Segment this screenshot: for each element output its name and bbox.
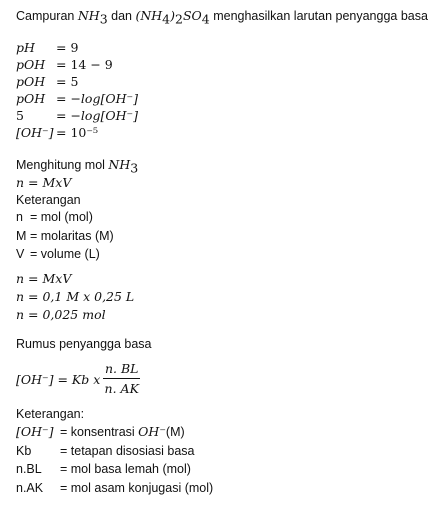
mol-heading-nh: NH bbox=[108, 157, 131, 172]
ket2-desc: = konsentrasi bbox=[60, 425, 139, 439]
ket2-row bbox=[16, 480, 214, 496]
mol-formula: n = MxV bbox=[16, 175, 72, 190]
calc-lhs: pOH bbox=[16, 74, 46, 89]
ket2-row bbox=[16, 461, 191, 477]
intro-so-sub2: 4 bbox=[201, 11, 210, 27]
calc-row bbox=[16, 125, 98, 141]
mol-ket-row bbox=[16, 209, 93, 225]
ket2-sym: [OH⁻] bbox=[16, 424, 54, 439]
intro-so: SO bbox=[182, 8, 202, 23]
intro-so-sub1: 2 bbox=[175, 11, 183, 27]
ket2-row bbox=[16, 443, 195, 459]
calc-row bbox=[16, 108, 138, 124]
calc-lhs: pOH bbox=[16, 91, 46, 106]
calc-row bbox=[16, 74, 79, 90]
calc-rhs: = 9 bbox=[56, 40, 79, 55]
intro-suffix: menghasilkan larutan penyangga basa bbox=[209, 9, 428, 23]
intro-nh: NH bbox=[77, 8, 100, 23]
rumus-fraction bbox=[103, 361, 140, 396]
ket2-title: Keterangan: bbox=[16, 407, 85, 421]
ket2-desc-math: OH⁻ bbox=[138, 424, 166, 439]
mol-step: n = 0,1 M x 0,25 L bbox=[16, 289, 135, 304]
intro-prefix: Campuran bbox=[16, 9, 78, 23]
intro-line bbox=[16, 8, 428, 27]
ket2-desc: = tetapan disosiasi basa bbox=[60, 444, 195, 458]
rumus-denominator: n. AK bbox=[104, 381, 139, 396]
ket-desc: = mol (mol) bbox=[30, 210, 93, 224]
intro-dan: dan bbox=[107, 9, 136, 23]
ket2-desc: = mol basa lemah (mol) bbox=[60, 462, 191, 476]
mol-ket-row bbox=[16, 228, 114, 244]
ket-sym: V bbox=[16, 247, 25, 261]
ket-desc: = molaritas (M) bbox=[30, 229, 114, 243]
rumus-title: Rumus penyangga basa bbox=[16, 337, 152, 351]
calc-rhs: = 14 − 9 bbox=[56, 57, 113, 72]
mol-step: n = 0,025 mol bbox=[16, 307, 106, 322]
mol-step: n = MxV bbox=[16, 271, 72, 286]
ket2-row bbox=[16, 424, 185, 440]
intro-nh4-sub: 4 bbox=[162, 11, 171, 27]
mol-heading-sub: 3 bbox=[130, 160, 139, 176]
ket-sym: n bbox=[16, 210, 23, 224]
calc-lhs: pH bbox=[16, 40, 35, 55]
ket2-desc-suffix: (M) bbox=[165, 425, 185, 439]
ket2-sym: n.AK bbox=[16, 481, 44, 495]
calc-row bbox=[16, 91, 138, 107]
rumus-numerator: n. BL bbox=[103, 361, 140, 379]
calc-rhs: = 5 bbox=[56, 74, 79, 89]
ket-desc: = volume (L) bbox=[30, 247, 100, 261]
intro-nh-sub: 3 bbox=[99, 11, 108, 27]
ket2-sym: n.BL bbox=[16, 462, 42, 476]
calc-rhs: = 10⁻⁵ bbox=[56, 125, 98, 140]
calc-lhs: pOH bbox=[16, 57, 46, 72]
calc-lhs: [OH⁻] bbox=[16, 125, 54, 140]
calc-rhs: = −log[OH⁻] bbox=[56, 91, 138, 106]
mol-ket-row bbox=[16, 246, 100, 262]
mol-ket-title: Keterangan bbox=[16, 193, 81, 207]
ket2-sym: Kb bbox=[16, 444, 32, 458]
intro-nh4-close: ) bbox=[170, 8, 176, 23]
mol-heading bbox=[16, 157, 139, 176]
ket-sym: M bbox=[16, 229, 27, 243]
intro-nh4-open: (NH bbox=[135, 8, 163, 23]
ket2-desc: = mol asam konjugasi (mol) bbox=[60, 481, 214, 495]
mol-heading-prefix: Menghitung mol bbox=[16, 158, 109, 172]
calc-rhs: = −log[OH⁻] bbox=[56, 108, 138, 123]
calc-row bbox=[16, 57, 113, 73]
calc-lhs: 5 bbox=[16, 108, 24, 123]
rumus-lhs: [OH⁻] = Kb x bbox=[16, 372, 101, 387]
calc-row bbox=[16, 40, 79, 56]
